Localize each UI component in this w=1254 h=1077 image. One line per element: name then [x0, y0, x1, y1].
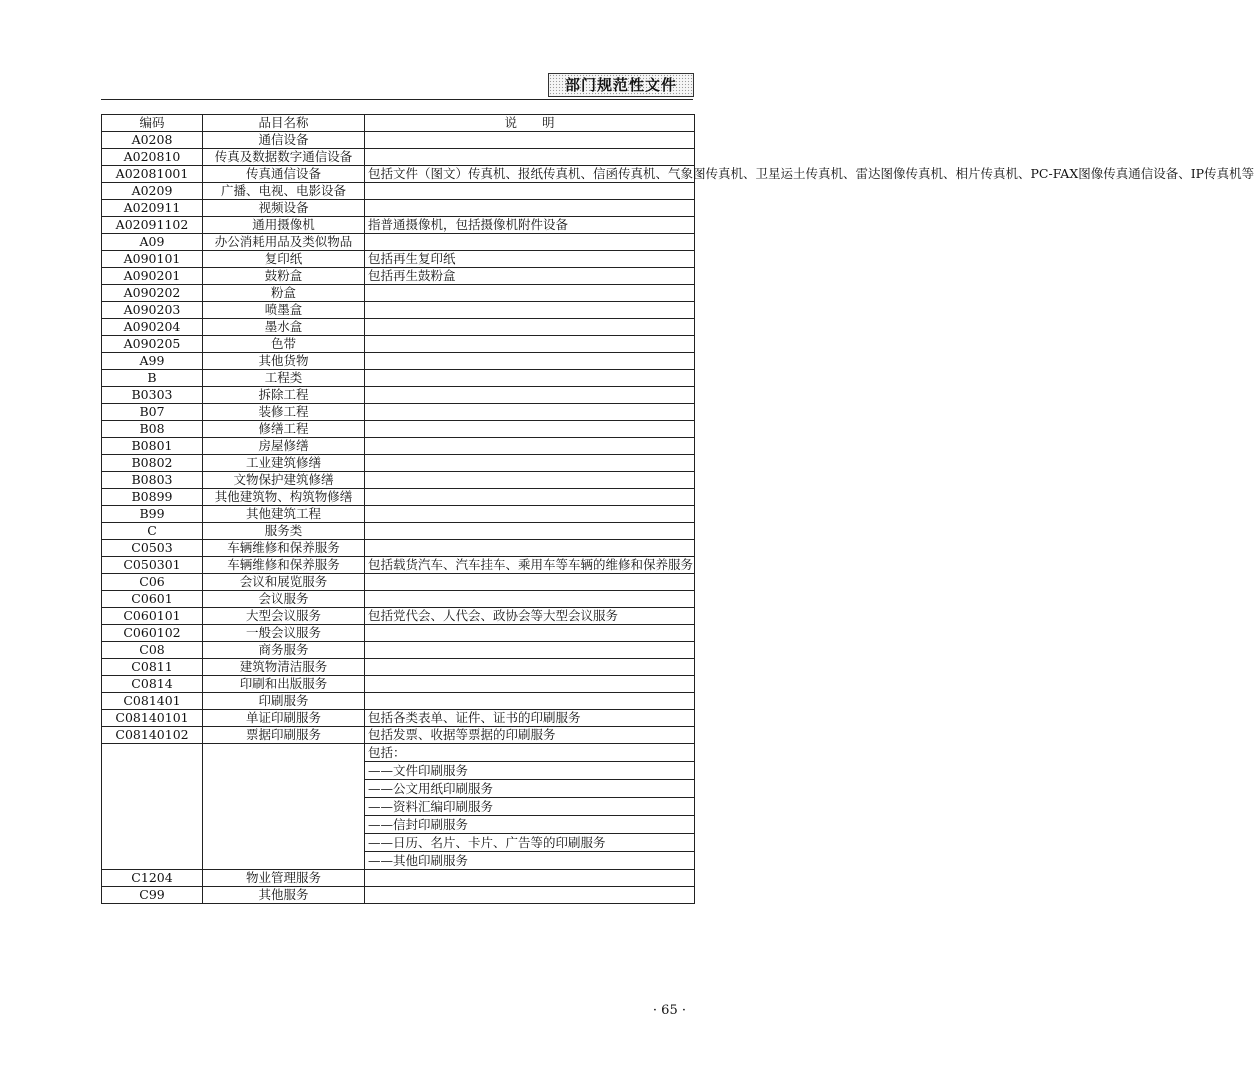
cell-description	[365, 132, 695, 149]
cell-code: C1204	[102, 870, 203, 887]
cell-code: C	[102, 523, 203, 540]
cell-name: 服务类	[203, 523, 365, 540]
cell-name: 色带	[203, 336, 365, 353]
cell-name: 其他服务	[203, 887, 365, 904]
table-row	[102, 302, 695, 319]
table-row	[102, 319, 695, 336]
cell-code: A09	[102, 234, 203, 251]
cell-code: C0814	[102, 676, 203, 693]
table-row	[102, 217, 695, 234]
cell-description	[365, 870, 695, 887]
cell-name: 其他建筑物、构筑物修缮	[203, 489, 365, 506]
cell-name: 工业建筑修缮	[203, 455, 365, 472]
cell-name: 物业管理服务	[203, 870, 365, 887]
column-header-name: 品目名称	[203, 115, 365, 132]
table-row	[102, 438, 695, 455]
cell-name: 单证印刷服务	[203, 710, 365, 727]
table-row	[102, 608, 695, 625]
cell-code: C060101	[102, 608, 203, 625]
cell-name: 房屋修缮	[203, 438, 365, 455]
table-row	[102, 166, 695, 183]
table-row	[102, 285, 695, 302]
cell-description: 包括发票、收据等票据的印刷服务	[365, 727, 695, 744]
description-line: ——其他印刷服务	[368, 853, 469, 868]
cell-name: 视频设备	[203, 200, 365, 217]
cell-code: C0503	[102, 540, 203, 557]
cell-code: C050301	[102, 557, 203, 574]
table-row	[102, 183, 695, 200]
cell-description	[365, 693, 695, 710]
table-row	[102, 887, 695, 904]
cell-description	[365, 642, 695, 659]
cell-description	[365, 336, 695, 353]
cell-description	[365, 200, 695, 217]
cell-description	[365, 183, 695, 200]
table-row	[102, 268, 695, 285]
cell-name: 喷墨盒	[203, 302, 365, 319]
cell-description	[365, 574, 695, 591]
table-header-row	[102, 115, 695, 132]
cell-code: A020810	[102, 149, 203, 166]
cell-description: 包括文件（图文）传真机、报纸传真机、信函传真机、气象图传真机、卫星运土传真机、雷达图像传真机、相片传真机、PC-FAX图像传真通信设备、IP传真机等	[365, 166, 695, 183]
cell-description	[365, 489, 695, 506]
cell-code: C08140101	[102, 710, 203, 727]
cell-code: C08	[102, 642, 203, 659]
catalog-table	[101, 114, 1254, 904]
cell-description: 包括党代会、人代会、政协会等大型会议服务	[365, 608, 695, 625]
page-number: · 65 ·	[652, 1003, 686, 1018]
cell-name: 拆除工程	[203, 387, 365, 404]
cell-name: 其他货物	[203, 353, 365, 370]
table-body	[102, 132, 1254, 904]
cell-code: C060102	[102, 625, 203, 642]
cell-name: 通信设备	[203, 132, 365, 149]
column-header-desc: 说 明	[365, 115, 695, 132]
table-row	[102, 251, 695, 268]
table-row-multi	[102, 744, 695, 870]
cell-name: 会议服务	[203, 591, 365, 608]
cell-code: B0801	[102, 438, 203, 455]
cell-description	[365, 234, 695, 251]
table-row	[102, 370, 695, 387]
cell-name: 建筑物清洁服务	[203, 659, 365, 676]
column-header-code: 编码	[102, 115, 203, 132]
cell-code: A090101	[102, 251, 203, 268]
cell-description	[365, 302, 695, 319]
description-line: ——资料汇编印刷服务	[365, 798, 694, 816]
cell-code: A090205	[102, 336, 203, 353]
cell-description	[365, 149, 695, 166]
cell-code: A020911	[102, 200, 203, 217]
cell-name: 印刷服务	[203, 693, 365, 710]
cell-description	[365, 506, 695, 523]
cell-description	[365, 319, 695, 336]
cell-code: C0811	[102, 659, 203, 676]
cell-code: C08140102	[102, 727, 203, 744]
table-row	[102, 455, 695, 472]
description-line: ——公文用纸印刷服务	[365, 780, 694, 798]
cell-name: 通用摄像机	[203, 217, 365, 234]
cell-description	[365, 455, 695, 472]
table-row	[102, 387, 695, 404]
cell-name: 会议和展览服务	[203, 574, 365, 591]
description-line: ——信封印刷服务	[365, 816, 694, 834]
cell-code: B0802	[102, 455, 203, 472]
cell-description	[365, 370, 695, 387]
cell-name	[203, 744, 365, 870]
cell-code: A99	[102, 353, 203, 370]
cell-description	[365, 472, 695, 489]
table-row	[102, 727, 695, 744]
table-row	[102, 870, 695, 887]
cell-description	[365, 421, 695, 438]
cell-name: 广播、电视、电影设备	[203, 183, 365, 200]
cell-description: 包括再生复印纸	[365, 251, 695, 268]
table-row	[102, 489, 695, 506]
cell-code: B	[102, 370, 203, 387]
table-row	[102, 659, 695, 676]
table-row	[102, 625, 695, 642]
cell-description: 包括再生鼓粉盒	[365, 268, 695, 285]
cell-code: A02091102	[102, 217, 203, 234]
cell-description: 包括各类表单、证件、证书的印刷服务	[365, 710, 695, 727]
section-tag: 部门规范性文件	[548, 73, 694, 97]
cell-code: B07	[102, 404, 203, 421]
cell-name: 传真通信设备	[203, 166, 365, 183]
cell-code: B0803	[102, 472, 203, 489]
cell-code: B0899	[102, 489, 203, 506]
cell-name: 办公消耗用品及类似物品	[203, 234, 365, 251]
table-row	[102, 642, 695, 659]
table-row	[102, 336, 695, 353]
cell-description	[365, 387, 695, 404]
cell-code: B99	[102, 506, 203, 523]
table-row	[102, 132, 695, 149]
cell-description	[365, 659, 695, 676]
cell-code	[102, 744, 203, 870]
cell-code: C99	[102, 887, 203, 904]
cell-description: 指普通摄像机，包括摄像机附件设备	[365, 217, 695, 234]
cell-name: 复印纸	[203, 251, 365, 268]
table-row	[102, 710, 695, 727]
cell-name: 装修工程	[203, 404, 365, 421]
table-row	[102, 149, 695, 166]
cell-description	[365, 438, 695, 455]
cell-description	[365, 285, 695, 302]
description-line: ——文件印刷服务	[365, 762, 694, 780]
table-row	[102, 353, 695, 370]
cell-name: 墨水盒	[203, 319, 365, 336]
cell-description	[365, 625, 695, 642]
table-row	[102, 234, 695, 251]
header-rule	[101, 99, 693, 100]
table-row	[102, 523, 695, 540]
table-row	[102, 472, 695, 489]
cell-code: B08	[102, 421, 203, 438]
cell-name: 车辆维修和保养服务	[203, 540, 365, 557]
cell-name: 传真及数据数字通信设备	[203, 149, 365, 166]
table-row	[102, 574, 695, 591]
table-row	[102, 421, 695, 438]
cell-description	[365, 353, 695, 370]
cell-description	[365, 591, 695, 608]
table-row	[102, 676, 695, 693]
cell-code: A090202	[102, 285, 203, 302]
cell-code: B0303	[102, 387, 203, 404]
cell-name: 一般会议服务	[203, 625, 365, 642]
cell-description	[365, 744, 695, 870]
cell-description	[365, 887, 695, 904]
cell-name: 大型会议服务	[203, 608, 365, 625]
cell-name: 文物保护建筑修缮	[203, 472, 365, 489]
cell-code: A090201	[102, 268, 203, 285]
description-line: ——日历、名片、卡片、广告等的印刷服务	[365, 834, 694, 852]
cell-name: 工程类	[203, 370, 365, 387]
cell-name: 印刷和出版服务	[203, 676, 365, 693]
description-line: 包括：	[365, 744, 694, 762]
cell-name: 其他建筑工程	[203, 506, 365, 523]
cell-code: C06	[102, 574, 203, 591]
table-row	[102, 693, 695, 710]
cell-name: 商务服务	[203, 642, 365, 659]
cell-name: 票据印刷服务	[203, 727, 365, 744]
cell-name: 粉盒	[203, 285, 365, 302]
cell-description	[365, 676, 695, 693]
cell-code: A090204	[102, 319, 203, 336]
table-row	[102, 540, 695, 557]
table-row	[102, 591, 695, 608]
cell-code: A02081001	[102, 166, 203, 183]
cell-code: A0209	[102, 183, 203, 200]
cell-code: C0601	[102, 591, 203, 608]
cell-name: 鼓粉盒	[203, 268, 365, 285]
cell-description	[365, 540, 695, 557]
cell-description	[365, 404, 695, 421]
table-row	[102, 557, 695, 574]
cell-code: A0208	[102, 132, 203, 149]
cell-description: 包括载货汽车、汽车挂车、乘用车等车辆的维修和保养服务	[365, 557, 695, 574]
cell-code: A090203	[102, 302, 203, 319]
cell-code: C081401	[102, 693, 203, 710]
cell-name: 修缮工程	[203, 421, 365, 438]
cell-name: 车辆维修和保养服务	[203, 557, 365, 574]
table-row	[102, 404, 695, 421]
cell-description	[365, 523, 695, 540]
table-row	[102, 506, 695, 523]
table-row	[102, 200, 695, 217]
